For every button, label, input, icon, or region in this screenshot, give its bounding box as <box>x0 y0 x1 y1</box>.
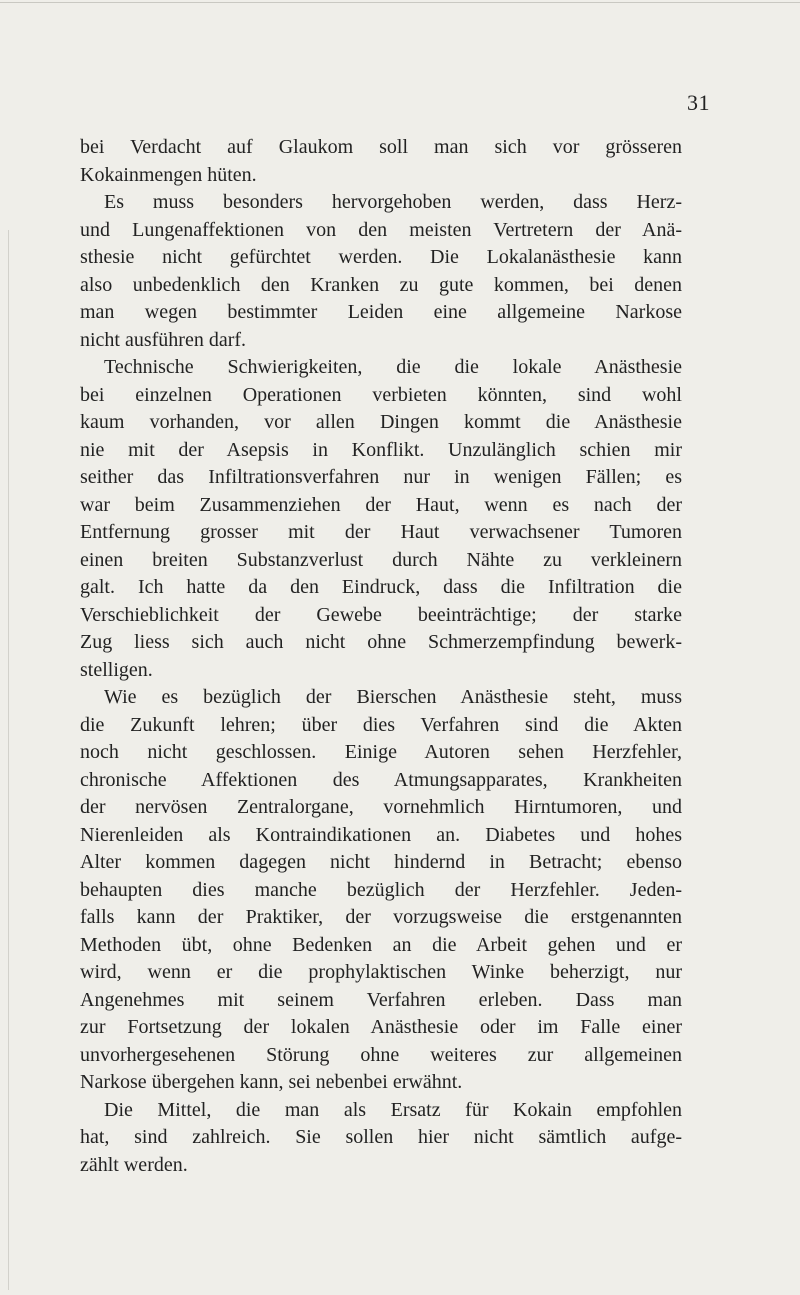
text-line: stelligen. <box>80 658 153 681</box>
text-line: galt. Ich hatte da den Eindruck, dass die Infiltration die <box>80 576 682 598</box>
text-line: der nervösen Zentralorgane, vornehmlich Hirntumoren, und <box>80 796 682 818</box>
body-text <box>80 134 682 1179</box>
text-line: bei einzelnen Operationen verbieten könnten, sind wohl <box>80 383 682 406</box>
text-line: seither das Infiltrationsverfahren nur in wenigen Fällen; es <box>80 466 682 488</box>
text-line: Alter kommen dagegen nicht hindernd in Betracht; ebenso <box>80 851 682 873</box>
text-line: unvorhergesehenen Störung ohne weiteres zur allgemeinen <box>80 1043 682 1066</box>
text-line: behaupten dies manche bezüglich der Herzfehler. Jeden- <box>80 878 682 901</box>
text-line: Wie es bezüglich der Bierschen Anästhesie steht, muss <box>104 686 682 708</box>
text-line: Technische Schwierigkeiten, die die lokale Anästhesie <box>104 356 682 378</box>
text-line: zur Fortsetzung der lokalen Anästhesie oder im Falle einer <box>80 1016 682 1038</box>
text-line: kaum vorhanden, vor allen Dingen kommt die Anästhesie <box>80 411 682 433</box>
text-line: falls kann der Praktiker, der vorzugsweise die erstgenannten <box>80 906 682 928</box>
text-line: nie mit der Asepsis in Konflikt. Unzulänglich schien mir <box>80 438 682 461</box>
text-line: Zug liess sich auch nicht ohne Schmerzempfindung bewerk- <box>80 631 682 653</box>
page-number: 31 <box>687 90 710 115</box>
text-line: Entfernung grosser mit der Haut verwachsener Tumoren <box>80 521 682 543</box>
text-line: Es muss besonders hervorgehoben werden, dass Herz- <box>104 191 682 213</box>
text-line: hat, sind zahlreich. Sie sollen hier nicht sämtlich aufge- <box>80 1126 682 1148</box>
text-line: Narkose übergehen kann, sei nebenbei erwähnt. <box>80 1071 463 1093</box>
text-line: Kokainmengen hüten. <box>80 163 257 186</box>
text-line: war beim Zusammenziehen der Haut, wenn es nach der <box>80 493 682 516</box>
text-line: chronische Affektionen des Atmungsapparates, Krankheiten <box>80 768 682 791</box>
text-line: man wegen bestimmter Leiden eine allgemeine Narkose <box>80 301 682 323</box>
page-top-edge <box>0 2 800 3</box>
text-line: Methoden übt, ohne Bedenken an die Arbeit gehen und er <box>80 933 682 956</box>
page-left-edge <box>8 230 9 1290</box>
text-line: also unbedenklich den Kranken zu gute kommen, bei denen <box>80 273 682 296</box>
text-line: Verschieblichkeit der Gewebe beeinträchtige; der starke <box>80 603 682 626</box>
text-line: bei Verdacht auf Glaukom soll man sich vor grösseren <box>80 136 682 158</box>
text-line: Die Mittel, die man als Ersatz für Kokain empfohlen <box>104 1098 682 1121</box>
text-line: wird, wenn er die prophylaktischen Winke beherzigt, nur <box>80 961 682 983</box>
text-line: nicht ausführen darf. <box>80 328 247 351</box>
text-line: Nierenleiden als Kontraindikationen an. Diabetes und hohes <box>80 823 682 846</box>
text-line: und Lungenaffektionen von den meisten Vertretern der Anä- <box>80 218 682 241</box>
text-line: zählt werden. <box>80 1153 188 1176</box>
text-line: sthesie nicht gefürchtet werden. Die Lokalanästhesie kann <box>80 246 682 268</box>
text-line: die Zukunft lehren; über dies Verfahren sind die Akten <box>80 713 682 736</box>
text-line: Angenehmes mit seinem Verfahren erleben. Dass man <box>80 988 682 1011</box>
text-line: noch nicht geschlossen. Einige Autoren sehen Herzfehler, <box>80 741 682 763</box>
text-line: einen breiten Substanzverlust durch Nähte zu verkleinern <box>80 548 682 571</box>
